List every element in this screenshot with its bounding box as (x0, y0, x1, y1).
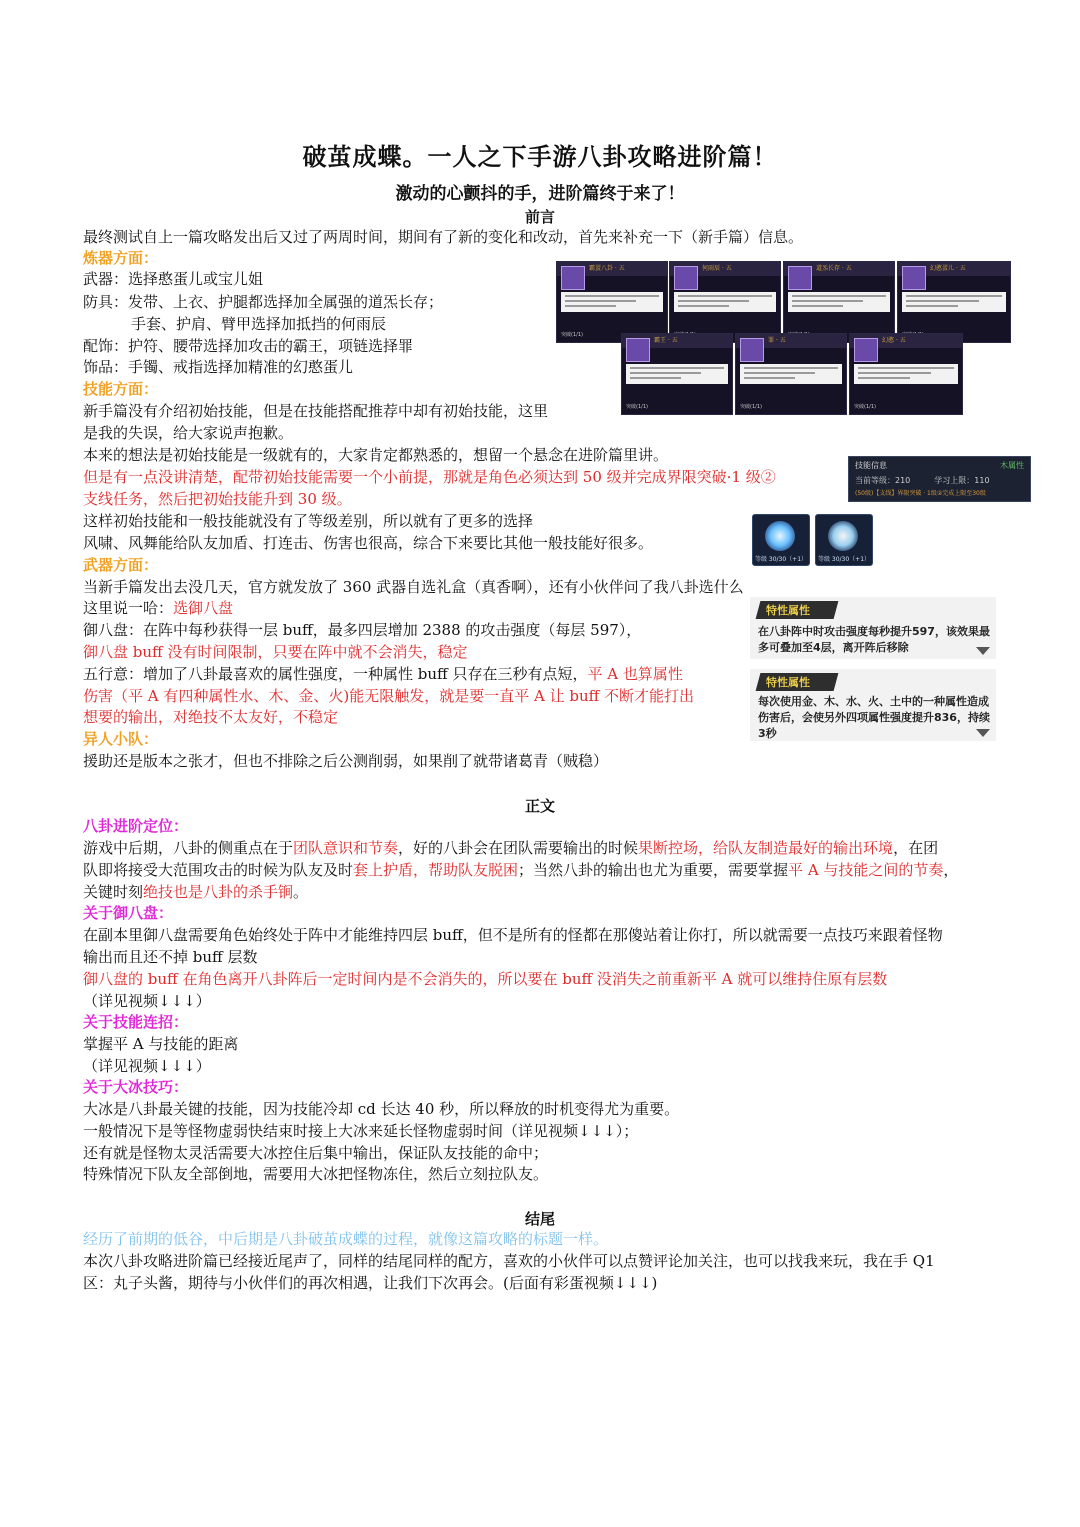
chevron-down-icon (976, 729, 990, 737)
attribute-card-wuxing (750, 669, 996, 741)
equip-icon (788, 266, 812, 290)
equip-card-title: 幻憨蛋儿 · 五 (930, 265, 966, 272)
weapon-p3: 御八盘：在阵中每秒获得一层 buff，最多四层增加 2388 的攻击强度（每层 597）， (83, 621, 642, 639)
attribute-text: 在八卦阵中时攻击强度每秒提升597，该效果最多可叠加至4层，离开阵后移除 (758, 625, 990, 654)
yubapan-l2: 输出而且还不掉 buff 层数 (83, 948, 258, 966)
skill-info-row1: 当前等级：210 学习上限：110 (855, 476, 990, 485)
refiner-ornament: 饰品：手镯、戒指选择加精准的幻憨蛋儿 (83, 358, 354, 376)
page-title: 破茧成蝶。一人之下手游八卦攻略进阶篇！ (302, 142, 778, 171)
skill-icon-wind-howl (752, 514, 810, 566)
refiner-armor-1: 防具：发带、上衣、护腿都选择加全属强的道炁长存； (83, 293, 444, 311)
weapon-heading: 武器方面： (83, 556, 159, 574)
wind-swirl-icon (765, 521, 795, 551)
equip-card-title: 霸蛋八卦 · 五 (589, 265, 625, 272)
equip-card: 罪 · 五 突破(1/1) (735, 333, 847, 415)
position-heading: 八卦进阶定位： (83, 817, 189, 835)
chevron-down-icon (976, 647, 990, 655)
yubapan-l3: 御八盘的 buff 在角色离开八卦阵后一定时间内是不会消失的，所以要在 buff 没消失之前重新平 A 就可以维持住原有层数 (83, 970, 888, 988)
freeze-heading: 关于大冰技巧： (83, 1078, 189, 1096)
ending-highlight: 经历了前期的低谷，中后期是八卦破茧成蝶的过程，就像这篇攻略的标题一样。 (83, 1230, 609, 1248)
skills-heading: 技能方面： (83, 380, 159, 398)
equip-icon (854, 338, 878, 362)
skills-p2: 是我的失误，给大家说声抱歉。 (83, 424, 294, 442)
skills-p6: 这样初始技能和一般技能就没有了等级差别，所以就有了更多的选择 (83, 512, 534, 530)
equip-icon (561, 266, 585, 290)
equip-card (669, 261, 781, 343)
equip-card-title: 罪 · 五 (768, 337, 786, 344)
equip-icon (740, 338, 764, 362)
equip-card (783, 261, 895, 343)
skill-icon-wind-dance (815, 514, 873, 566)
preface-intro: 最终测试自上一篇攻略发出后又过了两周时间，期间有了新的变化和改动，首先来补充一下（新手篇）信息。 (83, 228, 804, 246)
weapon-p7: 想要的输出，对绝技不太友好，不稳定 (83, 708, 339, 726)
freeze-l3: 还有就是怪物太灵活需要大冰控住后集中输出，保证队友技能的命中； (83, 1144, 549, 1162)
page-subtitle: 激动的心颤抖的手，进阶篇终于来了！ (395, 184, 685, 204)
shield-swirl-icon (828, 521, 858, 551)
yubapan-l1: 在副本里御八盘需要角色始终处于阵中才能维持四层 buff，但不是所有的怪都在那傻站着让你打，所以就需要一点技巧来跟着怪物 (83, 926, 943, 944)
ending-l1: 本次八卦攻略进阶篇已经接近尾声了，同样的结尾同样的配方，喜欢的小伙伴可以点赞评论加关注，也可以找我来玩，我在手 Q1 (83, 1252, 935, 1270)
skill-level-label: 等级 30/30（+1） (754, 556, 808, 563)
attribute-text: 每次使用金、木、水、火、土中的一种属性造成伤害后，会使另外四项属性强度提升836，持续3秒 (758, 695, 990, 740)
equip-icon (674, 266, 698, 290)
attribute-tag: 特性属性 (766, 676, 810, 689)
ending-l2: 区：丸子头酱，期待与小伙伴们的再次相遇，让我们下次再会。(后面有彩蛋视频↓↓↓) (83, 1274, 658, 1292)
skills-p1: 新手篇没有介绍初始技能，但是在技能搭配推荐中却有初始技能，这里 (83, 402, 549, 420)
combo-l1: 掌握平 A 与技能的距离 (83, 1035, 239, 1053)
equip-card (897, 261, 1011, 343)
skills-p7: 风啸、风舞能给队友加盾、打连击、伤害也很高，综合下来要比其他一般技能好很多。 (83, 534, 654, 552)
weapon-p6: 伤害（平 A 有四种属性水、木、金、火)能无限触发，就是要一直平 A 让 buff 不断才能打出 (83, 687, 695, 705)
team-heading: 异人小队： (83, 730, 159, 748)
section-heading-ending: 结尾 (524, 1210, 555, 1228)
attribute-tag: 特性属性 (766, 604, 810, 617)
yubapan-heading: 关于御八盘： (83, 904, 174, 922)
skills-p5: 支线任务，然后把初始技能升到 30 级。 (83, 490, 352, 508)
combo-heading: 关于技能连招： (83, 1013, 189, 1031)
combo-video-link[interactable]: （详见视频↓↓↓） (83, 1057, 211, 1075)
equip-icon (902, 266, 926, 290)
section-heading-main: 正文 (524, 797, 555, 815)
weapon-p2: 这里说一哈：选御八盘 (83, 599, 234, 617)
refiner-heading: 炼器方面： (83, 249, 159, 267)
freeze-l4: 特殊情况下队友全部倒地，需要用大冰把怪物冻住，然后立刻拉队友。 (83, 1165, 549, 1183)
equip-card: 幻憨 · 五 突破(1/1) (849, 333, 963, 415)
skills-p3: 本来的想法是初始技能是一级就有的，大家肯定都熟悉的，想留一个悬念在进阶篇里讲。 (83, 446, 669, 464)
refiner-armor-2: 手套、护肩、臂甲选择加抵挡的何雨辰 (131, 315, 387, 333)
equip-card-title: 幻憨 · 五 (882, 337, 906, 344)
section-heading-preface: 前言 (524, 208, 555, 226)
position-l1: 游戏中后期，八卦的侧重点在于团队意识和节奏，好的八卦会在团队需要输出的时候果断控场，给队友制造最好的输出环境，在团 (83, 839, 939, 857)
attribute-card-yubapan (750, 597, 996, 659)
equip-card: 霸王 · 五 突破(1/1) (621, 333, 733, 415)
skill-info-panel (848, 456, 1031, 502)
wood-attribute-badge: 木属性 (1000, 461, 1024, 470)
refiner-weapon: 武器：选择憨蛋儿或宝儿姐 (83, 270, 264, 288)
skill-info-title: 技能信息 (855, 461, 887, 470)
skills-p4: 但是有一点没讲清楚，配带初始技能需要一个小前提，那就是角色必须达到 50 级并完成界限突破·1 级② (83, 468, 776, 486)
position-l3: 关键时刻绝技也是八卦的杀手锏。 (83, 883, 309, 901)
weapon-p5: 五行意：增加了八卦最喜欢的属性强度，一种属性 buff 只存在三秒有点短，平 A 也算属性 (83, 665, 683, 683)
equip-card-title: 霸王 · 五 (654, 337, 678, 344)
equip-card: 霸蛋八卦 · 五 突破(1/1) (556, 261, 668, 343)
skill-level-label: 等级 30/30（+1） (817, 556, 871, 563)
equip-icon (626, 338, 650, 362)
team-p1: 援助还是版本之张才，但也不排除之后公测削弱，如果削了就带诸葛青（贼稳） (83, 752, 609, 770)
equip-card-title: 何雨辰 · 五 (702, 265, 732, 272)
freeze-l1: 大冰是八卦最关键的技能，因为技能冷却 cd 长达 40 秒，所以释放的时机变得尤为重要。 (83, 1100, 680, 1118)
equip-card-title: 道炁长存 · 五 (816, 265, 852, 272)
refiner-accessory: 配饰：护符、腰带选择加攻击的霸王，项链选择罪 (83, 337, 414, 355)
yubapan-video-link[interactable]: （详见视频↓↓↓） (83, 992, 211, 1010)
weapon-p4: 御八盘 buff 没有时间限制，只要在阵中就不会消失，稳定 (83, 643, 468, 661)
position-l2: 队即将接受大范围攻击的时候为队友及时套上护盾，帮助队友脱困；当然八卦的输出也尤为重要，需要掌握平 A 与技能之间的节奏， (83, 861, 959, 879)
freeze-l2: 一般情况下是等怪物虚弱快结束时接上大冰来延长怪物虚弱时间（详见视频↓↓↓）； (83, 1122, 639, 1140)
weapon-p1: 当新手篇发出去没几天，官方就发放了 360 武器自选礼盒（真香啊），还有小伙伴问了我八卦选什么 (83, 578, 744, 596)
skill-info-row2: (50级)【支线】界限突破 · 1级②完成上限至30级 (855, 490, 986, 497)
